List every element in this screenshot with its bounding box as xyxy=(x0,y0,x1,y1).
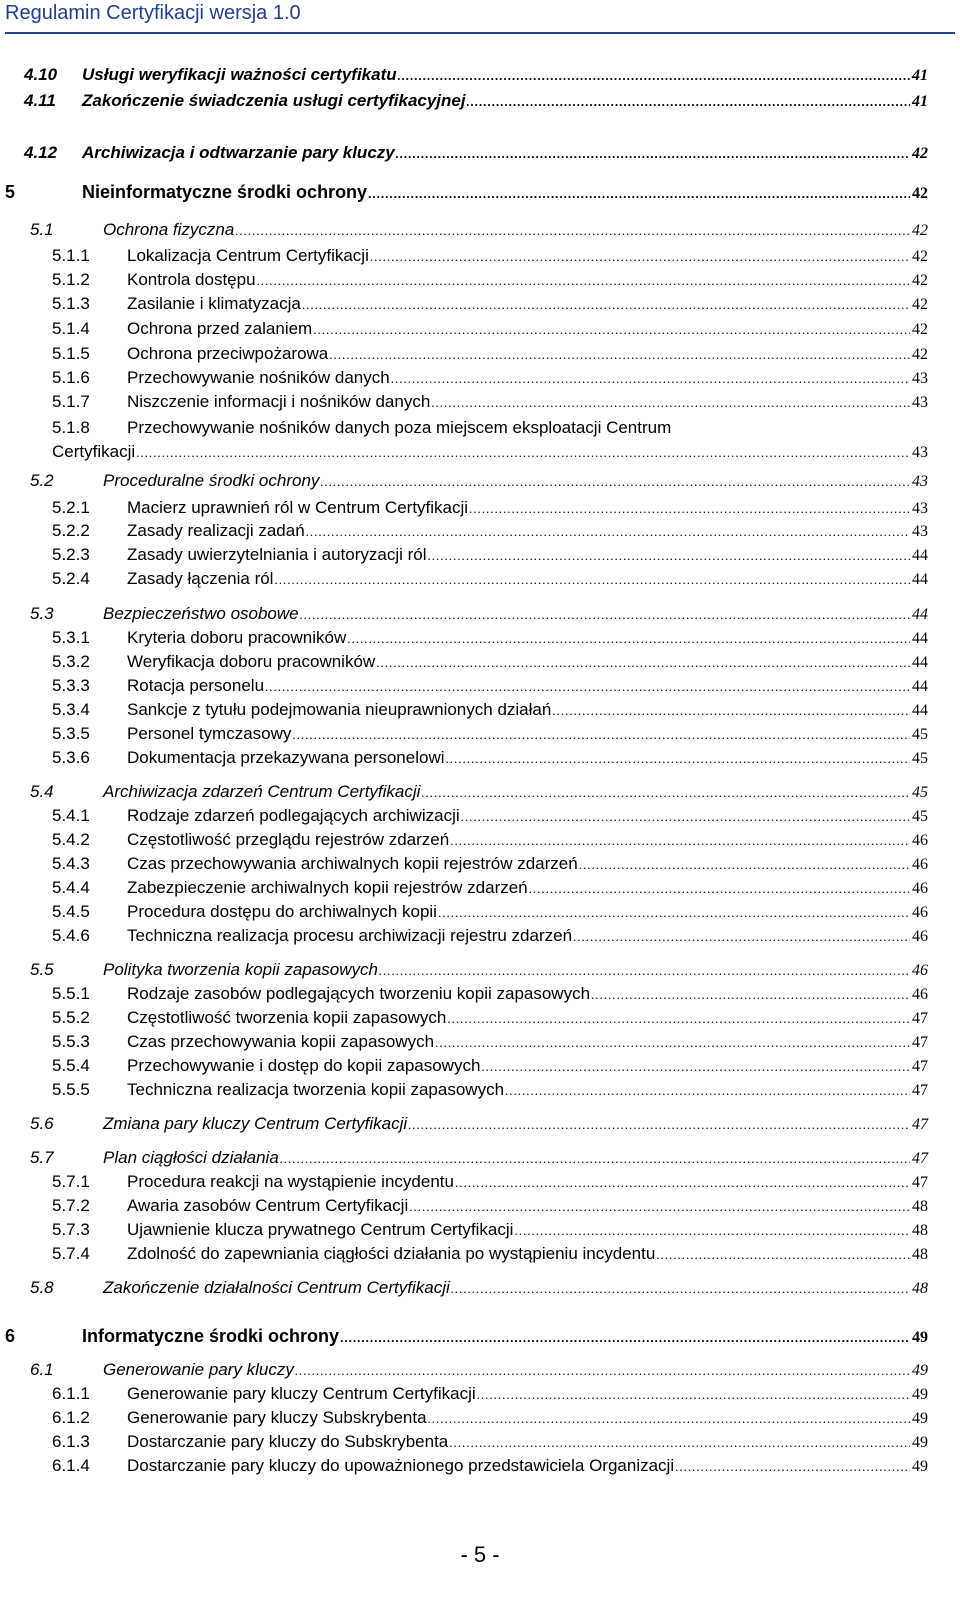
dot-leader xyxy=(529,878,910,900)
toc-entry-number: 5.7 xyxy=(30,1148,54,1167)
toc-entry-title: Zasady uwierzytelniania i autoryzacji ról xyxy=(127,545,427,564)
toc-entry[interactable] xyxy=(0,1359,960,1381)
dot-leader xyxy=(514,1220,910,1242)
dot-leader xyxy=(435,1032,910,1054)
dot-leader xyxy=(428,545,910,567)
toc-entry-page: 47 xyxy=(912,1116,928,1133)
toc-entry-page: 49 xyxy=(912,1458,928,1475)
dot-leader xyxy=(265,676,910,698)
toc-entry[interactable] xyxy=(0,1383,960,1405)
toc-entry[interactable] xyxy=(0,90,960,112)
toc-entry-page: 42 xyxy=(912,145,928,162)
toc-entry-page: 42 xyxy=(912,222,928,239)
toc-entry-title: Rodzaje zdarzeń podlegających archiwizacji xyxy=(127,806,460,825)
toc-entry[interactable] xyxy=(0,1171,960,1193)
toc-entry-number: 5.4.6 xyxy=(52,926,90,945)
dot-leader xyxy=(431,392,910,414)
toc-entry[interactable] xyxy=(0,219,960,241)
toc-entry-title: Nieinformatyczne środki ochrony xyxy=(82,182,368,202)
toc-entry-number: 6.1.1 xyxy=(52,1384,90,1403)
toc-entry-number: 5.2.3 xyxy=(52,545,90,564)
toc-entry[interactable] xyxy=(0,497,960,519)
toc-entry-title: Bezpieczeństwo osobowe xyxy=(103,604,299,623)
toc-entry[interactable] xyxy=(0,343,960,365)
toc-entry-title: Czas przechowywania archiwalnych kopii rejestrów zdarzeń xyxy=(127,854,578,873)
toc-entry-number: 5.4.2 xyxy=(52,830,90,849)
dot-leader xyxy=(428,1408,910,1430)
toc-entry-title: Plan ciągłości działania xyxy=(103,1148,279,1167)
toc-entry-page: 46 xyxy=(912,856,928,873)
toc-entry[interactable] xyxy=(0,805,960,827)
toc-entry-page: 49 xyxy=(912,1386,928,1403)
toc-entry-title: Rotacja personelu xyxy=(127,676,265,695)
toc-entry-title: Archiwizacja i odtwarzanie pary kluczy xyxy=(82,143,395,162)
toc-entry[interactable] xyxy=(0,1079,960,1101)
toc-entry-number: 5.1.5 xyxy=(52,344,90,363)
toc-entry-title: Dostarczanie pary kluczy do upoważnionego przedstawiciela Organizacji xyxy=(127,1456,675,1475)
toc-entry[interactable] xyxy=(0,520,960,542)
toc-entry-number: 5.8 xyxy=(30,1278,54,1297)
toc-entry-number: 6.1 xyxy=(30,1360,54,1379)
toc-entry-title: Proceduralne środki ochrony xyxy=(103,471,320,490)
dot-leader xyxy=(292,724,910,746)
toc-entry-page: 44 xyxy=(912,547,928,564)
dot-leader xyxy=(376,652,910,674)
toc-entry-number: 5.3.2 xyxy=(52,652,90,671)
dot-leader xyxy=(451,1278,910,1300)
toc-entry-page: 49 xyxy=(912,1434,928,1451)
toc-entry-title: Weryfikacja doboru pracowników xyxy=(127,652,376,671)
toc-entry-title: Ochrona przed zalaniem xyxy=(127,319,313,338)
toc-entry[interactable] xyxy=(0,1407,960,1429)
toc-entry-page: 45 xyxy=(912,808,928,825)
toc-entry-page: 42 xyxy=(912,321,928,338)
dot-leader xyxy=(579,854,910,876)
toc-entry-title: Ochrona fizyczna xyxy=(103,220,235,239)
toc-entry-title: Generowanie pary kluczy Subskrybenta xyxy=(127,1408,427,1427)
toc-entry-number: 5.7.4 xyxy=(52,1244,90,1263)
dot-leader xyxy=(481,1056,910,1078)
toc-entry-title: Zabezpieczenie archiwalnych kopii rejestrów zdarzeń xyxy=(127,878,528,897)
toc-entry-title: Procedura reakcji na wystąpienie incydentu xyxy=(127,1172,454,1191)
toc-entry[interactable] xyxy=(0,1277,960,1299)
dot-leader xyxy=(274,569,910,591)
toc-entry-number: 5.3.6 xyxy=(52,748,90,767)
toc-entry[interactable] xyxy=(0,925,960,947)
toc-entry-page: 47 xyxy=(912,1174,928,1191)
toc-entry-title: Dostarczanie pary kluczy do Subskrybenta xyxy=(127,1432,449,1451)
toc-entry-page: 43 xyxy=(912,394,928,411)
toc-entry[interactable] xyxy=(0,853,960,875)
toc-entry-page: 41 xyxy=(912,67,928,84)
dot-leader xyxy=(408,1114,910,1136)
toc-entry-title: Informatyczne środki ochrony xyxy=(82,1326,340,1346)
toc-entry-page: 45 xyxy=(912,726,928,743)
toc-entry-page: 46 xyxy=(912,832,928,849)
toc-entry-page: 47 xyxy=(912,1150,928,1167)
toc-entry-page: 47 xyxy=(912,1082,928,1099)
toc-entry-title: Rodzaje zasobów podlegających tworzeniu kopii zapasowych xyxy=(127,984,591,1003)
toc-entry-page: 46 xyxy=(912,962,928,979)
toc-entry[interactable] xyxy=(0,781,960,803)
dot-leader xyxy=(313,319,910,341)
dot-leader xyxy=(469,498,910,520)
toc-entry-number: 5.4.4 xyxy=(52,878,90,897)
toc-entry-number: 5.2.2 xyxy=(52,521,90,540)
toc-entry[interactable] xyxy=(0,293,960,315)
dot-leader xyxy=(450,830,910,852)
dot-leader xyxy=(280,1148,910,1170)
toc-entry[interactable] xyxy=(0,245,960,267)
toc-entry-page: 49 xyxy=(912,1329,928,1346)
toc-entry-title: Personel tymczasowy xyxy=(127,724,292,743)
toc-entry[interactable] xyxy=(0,627,960,649)
toc-entry-title: Usługi weryfikacji ważności certyfikatu xyxy=(82,65,397,84)
toc-entry-title: Polityka tworzenia kopii zapasowych xyxy=(103,960,378,979)
toc-entry[interactable] xyxy=(0,417,960,465)
toc-entry-page: 42 xyxy=(912,346,928,363)
toc-entry-title: Przechowywanie nośników danych xyxy=(127,368,390,387)
toc-entry-number: 5.2 xyxy=(30,471,54,490)
toc-entry[interactable] xyxy=(0,64,960,86)
toc-entry-number: 5.4.3 xyxy=(52,854,90,873)
toc-entry-title: Generowanie pary kluczy Centrum Certyfikacji xyxy=(127,1384,476,1403)
dot-leader xyxy=(340,1327,910,1349)
toc-entry-number: 5.1.1 xyxy=(52,246,90,265)
toc-entry-title: Przechowywanie nośników danych poza miejscem eksploatacji Centrum xyxy=(127,418,672,437)
toc-entry-page: 44 xyxy=(912,654,928,671)
toc-entry-title: Ochrona przeciwpożarowa xyxy=(127,344,329,363)
dot-leader xyxy=(368,183,910,205)
toc-entry-title: Zdolność do zapewniania ciągłości działania po wystąpieniu incydentu xyxy=(127,1244,656,1263)
dot-leader xyxy=(447,1008,910,1030)
dot-leader xyxy=(438,902,910,924)
toc-entry-title: Niszczenie informacji i nośników danych xyxy=(127,392,431,411)
toc-entry[interactable] xyxy=(0,142,960,164)
toc-entry[interactable] xyxy=(0,603,960,625)
dot-leader xyxy=(295,1360,910,1382)
dot-leader xyxy=(552,700,910,722)
toc-entry-title: Zakończenie świadczenia usługi certyfikacyjnej xyxy=(82,91,466,110)
toc-entry-title: Generowanie pary kluczy xyxy=(103,1360,294,1379)
toc-entry-number: 5.1.3 xyxy=(52,294,90,313)
toc-entry-title: Przechowywanie i dostęp do kopii zapasowych xyxy=(127,1056,481,1075)
toc-entry-title: Procedura dostępu do archiwalnych kopii xyxy=(127,902,437,921)
toc-entry-number: 5.5.3 xyxy=(52,1032,90,1051)
dot-leader xyxy=(455,1172,910,1194)
toc-entry-page: 42 xyxy=(912,272,928,289)
toc-entry-number: 5.3.4 xyxy=(52,700,90,719)
toc-entry-page: 43 xyxy=(912,523,928,540)
toc-entry[interactable] xyxy=(0,1243,960,1265)
toc-entry-number: 5.1.4 xyxy=(52,319,90,338)
toc-entry-number: 5.4.5 xyxy=(52,902,90,921)
toc-entry-title: Techniczna realizacja procesu archiwizacji rejestru zdarzeń xyxy=(127,926,573,945)
toc-entry-number: 5.2.4 xyxy=(52,569,90,588)
toc-entry-number: 5.7.1 xyxy=(52,1172,90,1191)
toc-entry-title: Macierz uprawnień ról w Centrum Certyfikacji xyxy=(127,498,469,517)
dot-leader xyxy=(235,220,910,242)
toc-entry[interactable] xyxy=(0,1147,960,1169)
toc-entry-page: 46 xyxy=(912,904,928,921)
toc-entry-page: 46 xyxy=(912,928,928,945)
dot-leader xyxy=(656,1244,910,1266)
toc-entry-number: 5.3.3 xyxy=(52,676,90,695)
dot-leader xyxy=(136,442,910,464)
dot-leader xyxy=(398,65,910,87)
toc-entry-page: 46 xyxy=(912,880,928,897)
toc-entry[interactable] xyxy=(0,391,960,413)
toc-entry-page: 47 xyxy=(912,1010,928,1027)
toc-entry-number: 6.1.2 xyxy=(52,1408,90,1427)
toc-entry[interactable] xyxy=(0,470,960,492)
toc-entry-number: 5.3 xyxy=(30,604,54,623)
toc-entry-page: 48 xyxy=(912,1280,928,1297)
dot-leader xyxy=(421,782,910,804)
toc-entry-page: 44 xyxy=(912,678,928,695)
toc-entry[interactable] xyxy=(0,269,960,291)
toc-entry-page: 46 xyxy=(912,986,928,1003)
toc-entry-title: Zasady realizacji zadań xyxy=(127,521,305,540)
toc-entry[interactable] xyxy=(0,829,960,851)
toc-entry-number: 5.5.4 xyxy=(52,1056,90,1075)
page-number-footer: - 5 - xyxy=(460,1542,500,1567)
toc-entry-title: Częstotliwość tworzenia kopii zapasowych xyxy=(127,1008,447,1027)
toc-entry-page: 43 xyxy=(912,370,928,387)
toc-entry-title: Sankcje z tytułu podejmowania nieuprawnionych działań xyxy=(127,700,552,719)
dot-leader xyxy=(409,1196,910,1218)
toc-entry-title: Zasady łączenia ról xyxy=(127,569,274,588)
toc-entry-page: 48 xyxy=(912,1246,928,1263)
toc-entry-title: Techniczna realizacja tworzenia kopii zapasowych xyxy=(127,1080,505,1099)
dot-leader xyxy=(379,960,910,982)
toc-entry-number: 4.12 xyxy=(24,143,58,162)
toc-entry[interactable] xyxy=(0,181,960,203)
toc-entry-title: Zasilanie i klimatyzacja xyxy=(127,294,301,313)
toc-entry-page: 43 xyxy=(912,444,928,461)
dot-leader xyxy=(396,143,910,165)
toc-entry-number: 5.1.6 xyxy=(52,368,90,387)
toc-entry-number: 5.3.1 xyxy=(52,628,90,647)
toc-entry-page: 47 xyxy=(912,1034,928,1051)
toc-entry-title: Częstotliwość przeglądu rejestrów zdarzeń xyxy=(127,830,450,849)
dot-leader xyxy=(467,91,910,113)
toc-entry-number: 5.5.2 xyxy=(52,1008,90,1027)
dot-leader xyxy=(591,984,910,1006)
dot-leader xyxy=(320,471,910,493)
toc-entry[interactable] xyxy=(0,1113,960,1135)
toc-entry-number: 6.1.3 xyxy=(52,1432,90,1451)
toc-entry-title: Archiwizacja zdarzeń Centrum Certyfikacji xyxy=(103,782,421,801)
toc-entry[interactable] xyxy=(0,983,960,1005)
toc-entry-title: Zakończenie działalności Centrum Certyfikacji xyxy=(103,1278,450,1297)
toc-entry[interactable] xyxy=(0,544,960,566)
toc-entry-page: 45 xyxy=(912,750,928,767)
toc-entry-page: 44 xyxy=(912,606,928,623)
toc-entry-number: 5.7.3 xyxy=(52,1220,90,1239)
toc-entry-page: 43 xyxy=(912,500,928,517)
dot-leader xyxy=(370,246,910,268)
dot-leader xyxy=(329,344,910,366)
toc-entry-number: 5.1.2 xyxy=(52,270,90,289)
toc-entry-number: 5.5.1 xyxy=(52,984,90,1003)
toc-entry-title: Dokumentacja przekazywana personelowi xyxy=(127,748,445,767)
toc-entry-number: 6.1.4 xyxy=(52,1456,90,1475)
toc-entry[interactable] xyxy=(0,959,960,981)
dot-leader xyxy=(461,806,910,828)
toc-entry[interactable] xyxy=(0,1007,960,1029)
toc-entry-number: 5.1 xyxy=(30,220,54,239)
toc-entry-title-continuation: Certyfikacji xyxy=(52,442,136,461)
toc-entry[interactable] xyxy=(0,1325,960,1347)
toc-entry-number: 5.4 xyxy=(30,782,54,801)
toc-entry[interactable] xyxy=(0,367,960,389)
dot-leader xyxy=(391,368,910,390)
dot-leader xyxy=(257,270,910,292)
toc-entry-page: 43 xyxy=(912,473,928,490)
toc-entry[interactable] xyxy=(0,699,960,721)
toc-entry-title: Ujawnienie klucza prywatnego Centrum Certyfikacji xyxy=(127,1220,514,1239)
toc-entry-number: 5.5.5 xyxy=(52,1080,90,1099)
toc-entry-number: 5.2.1 xyxy=(52,498,90,517)
toc-entry-page: 48 xyxy=(912,1222,928,1239)
toc-entry-number: 5.4.1 xyxy=(52,806,90,825)
toc-entry-page: 41 xyxy=(912,93,928,110)
dot-leader xyxy=(300,604,910,626)
dot-leader xyxy=(675,1456,910,1478)
toc-entry-page: 44 xyxy=(912,630,928,647)
toc-entry-number: 5.5 xyxy=(30,960,54,979)
toc-entry-page: 49 xyxy=(912,1362,928,1379)
toc-entry-page: 42 xyxy=(912,296,928,313)
toc-entry[interactable] xyxy=(0,675,960,697)
dot-leader xyxy=(573,926,910,948)
toc-entry-number: 5.7.2 xyxy=(52,1196,90,1215)
toc-entry-title: Kryteria doboru pracowników xyxy=(127,628,347,647)
toc-entry-page: 42 xyxy=(912,185,928,202)
dot-leader xyxy=(449,1432,910,1454)
toc-entry[interactable] xyxy=(0,723,960,745)
toc-entry-page: 42 xyxy=(912,248,928,265)
toc-entry[interactable] xyxy=(0,651,960,673)
toc-entry[interactable] xyxy=(0,1219,960,1241)
toc-entry[interactable] xyxy=(0,747,960,769)
dot-leader xyxy=(347,628,910,650)
document-header-title: Regulamin Certyfikacji wersja 1.0 xyxy=(5,2,301,24)
toc-entry-number: 4.10 xyxy=(24,65,58,84)
toc-entry-page: 44 xyxy=(912,702,928,719)
dot-leader xyxy=(477,1384,910,1406)
toc-entry[interactable] xyxy=(0,877,960,899)
toc-entry[interactable] xyxy=(0,1195,960,1217)
toc-entry-number: 4.11 xyxy=(24,91,56,110)
toc-entry-title: Zmiana pary kluczy Centrum Certyfikacji xyxy=(103,1114,408,1133)
toc-entry-title: Lokalizacja Centrum Certyfikacji xyxy=(127,246,369,265)
toc-entry-title: Czas przechowywania kopii zapasowych xyxy=(127,1032,435,1051)
toc-entry-number: 5.6 xyxy=(30,1114,54,1133)
toc-entry-page: 44 xyxy=(912,571,928,588)
toc-entry-title: Kontrola dostępu xyxy=(127,270,256,289)
toc-entry-number: 5.1.7 xyxy=(52,392,90,411)
toc-entry-title: Awaria zasobów Centrum Certyfikacji xyxy=(127,1196,409,1215)
dot-leader xyxy=(302,294,910,316)
toc-entry[interactable] xyxy=(0,901,960,923)
toc-entry-number: 5.1.8 xyxy=(52,418,90,437)
toc-entry-number: 6 xyxy=(5,1326,16,1346)
toc-entry[interactable] xyxy=(0,318,960,340)
toc-entry[interactable] xyxy=(0,1455,960,1477)
toc-entry-page: 49 xyxy=(912,1410,928,1427)
toc-entry-number: 5.3.5 xyxy=(52,724,90,743)
toc-entry[interactable] xyxy=(0,1031,960,1053)
toc-entry[interactable] xyxy=(0,1431,960,1453)
toc-entry-page: 47 xyxy=(912,1058,928,1075)
toc-entry[interactable] xyxy=(0,1055,960,1077)
dot-leader xyxy=(306,521,910,543)
toc-entry[interactable] xyxy=(0,568,960,590)
toc-entry-page: 45 xyxy=(912,784,928,801)
toc-entry-number: 5 xyxy=(5,182,16,202)
toc-entry-page: 48 xyxy=(912,1198,928,1215)
dot-leader xyxy=(446,748,911,770)
dot-leader xyxy=(505,1080,910,1102)
